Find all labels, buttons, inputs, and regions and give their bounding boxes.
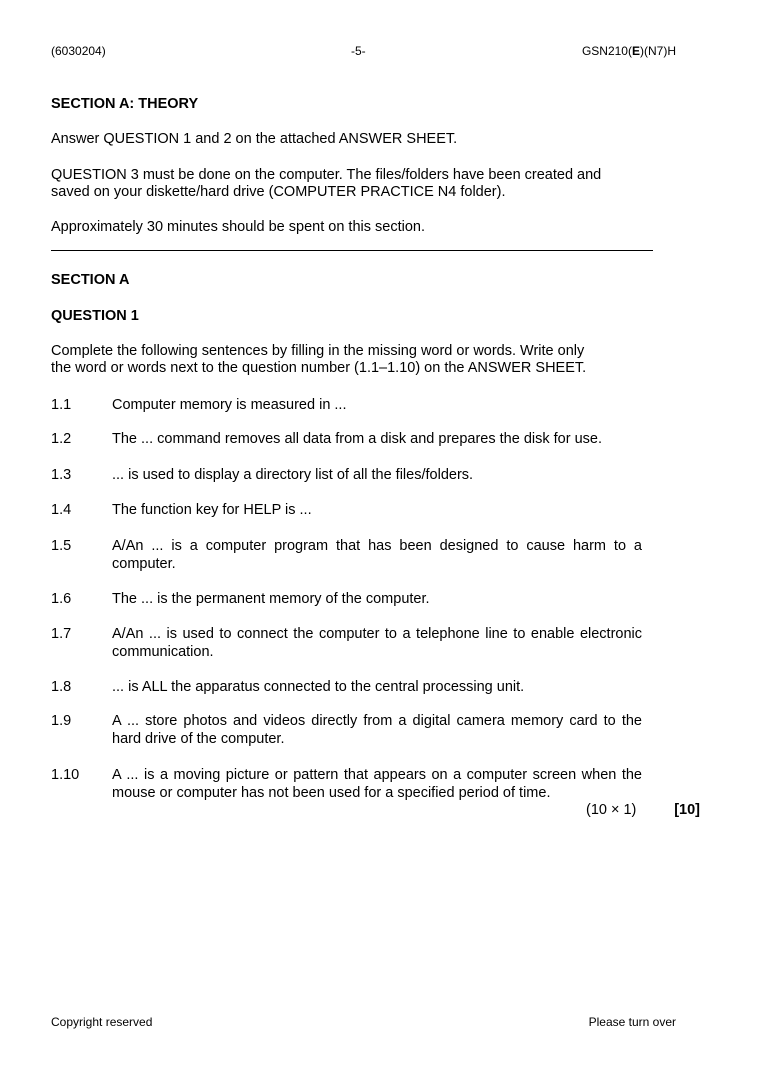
question-text: ... is ALL the apparatus connected to the central processing unit. [112,679,525,695]
question-number: 1.2 [51,431,72,447]
question-1-title: QUESTION 1 [51,308,139,324]
question-text: ... is used to display a directory list of all the files/folders. [112,467,474,483]
question-text: The function key for HELP is ... [112,502,312,518]
subject-code-bold: E [631,44,640,58]
paper-code: (6030204) [51,44,106,58]
subject-code-suffix: )(N7)H [640,44,676,58]
question-number: 1.5 [51,538,72,554]
page-number: -5- [351,44,366,58]
page-header [51,44,676,62]
instruction-computer-line2: saved on your diskette/hard drive (COMPUTER PRACTICE N4 folder). [51,184,506,200]
question-text: A ... store photos and videos directly from a digital camera memory card to the hard drive of the computer. [112,713,642,747]
question-number: 1.10 [51,767,80,783]
copyright-notice: Copyright reserved [51,1015,153,1029]
question-text: A/An ... is a computer program that has been designed to cause harm to a computer. [112,538,642,572]
turn-over-notice: Please turn over [588,1015,676,1029]
instruction-time: Approximately 30 minutes should be spent on this section. [51,219,425,235]
subject-code-prefix: GSN210( [581,44,632,58]
section-a-title: SECTION A [51,272,130,288]
instruction-computer-line1: QUESTION 3 must be done on the computer. The files/folders have been created and [51,167,602,183]
question-number: 1.4 [51,502,72,518]
marks-calculation: (10 × 1) [586,802,637,818]
instruction-computer [51,167,651,201]
question-text: Computer memory is measured in ... [112,397,347,413]
section-divider [51,250,653,251]
instruction-answer-sheet: Answer QUESTION 1 and 2 on the attached ANSWER SHEET. [51,131,458,147]
marks-total: [10] [674,802,700,818]
question-marks [586,801,700,819]
question-number: 1.7 [51,626,72,642]
question-text: A/An ... is used to connect the computer to a telephone line to enable electronic communication. [112,626,642,660]
question-number: 1.3 [51,467,72,483]
question-1-intro [51,343,651,377]
section-theory-title: SECTION A: THEORY [51,96,199,112]
question-1-intro-line2: the word or words next to the question number (1.1–1.10) on the ANSWER SHEET. [51,360,587,376]
question-number: 1.8 [51,679,72,695]
page-footer [51,1015,676,1033]
question-text: A ... is a moving picture or pattern that appears on a computer screen when the mouse or computer has not been used for a specified period of time. [112,767,642,801]
question-number: 1.1 [51,397,72,413]
question-text: The ... is the permanent memory of the computer. [112,591,430,607]
question-number: 1.9 [51,713,72,729]
question-number: 1.6 [51,591,72,607]
question-1-intro-line1: Complete the following sentences by filling in the missing word or words. Write only [51,343,585,359]
subject-code [582,44,676,58]
question-text: The ... command removes all data from a disk and prepares the disk for use. [112,431,603,447]
